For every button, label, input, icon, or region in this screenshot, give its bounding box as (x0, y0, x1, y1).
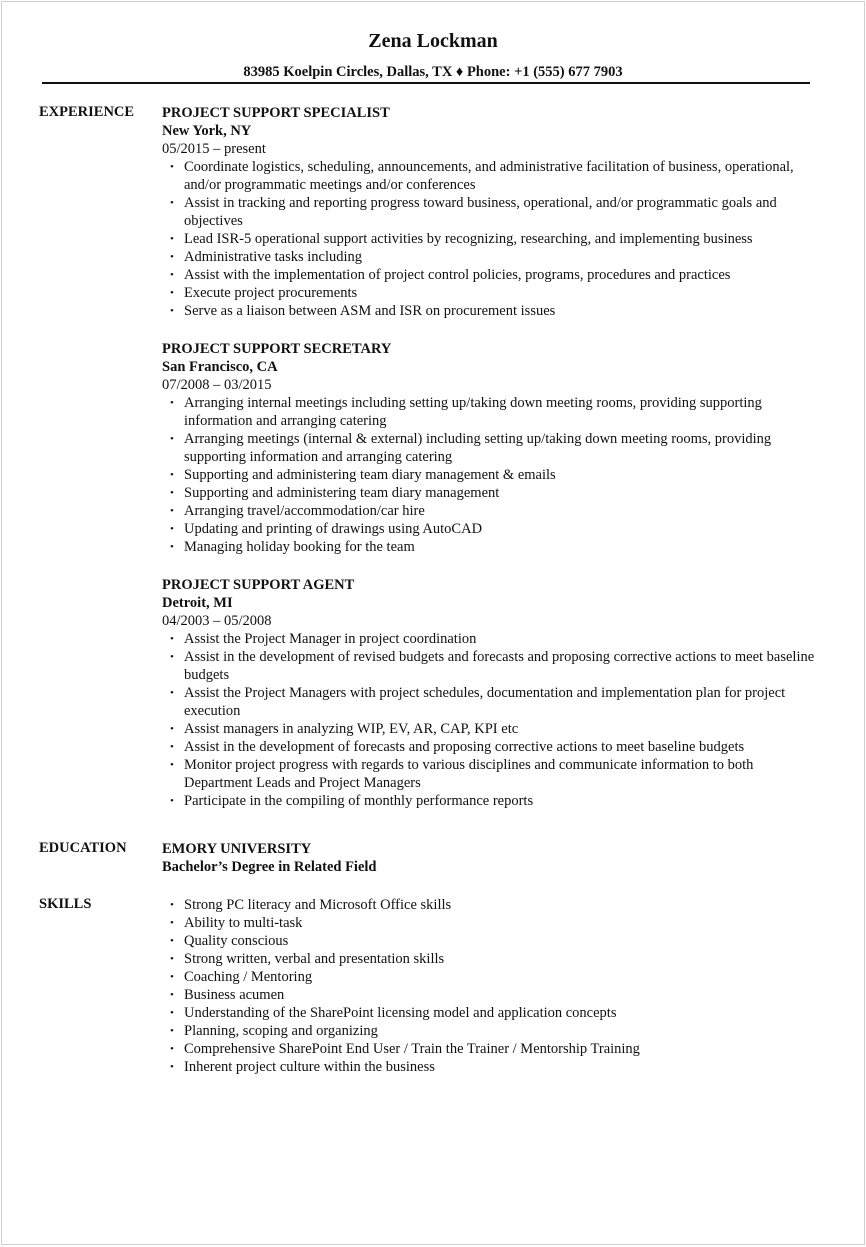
skill-text: Business acumen (184, 987, 285, 1003)
list-item-text: Serve as a liaison between ASM and ISR on procurement issues (184, 303, 556, 319)
bullet-icon: • (170, 505, 174, 517)
list-item-text: Participate in the compiling of monthly performance reports (184, 793, 534, 809)
bullet-icon: • (170, 1007, 174, 1019)
skill-text: Understanding of the SharePoint licensing model and application concepts (184, 1005, 617, 1021)
bullet-icon: • (170, 469, 174, 481)
list-item-text: Managing holiday booking for the team (184, 539, 415, 555)
job-location: San Francisco, CA (162, 359, 278, 375)
list-item (162, 394, 822, 430)
bullet-icon: • (170, 741, 174, 753)
bullet-icon: • (170, 899, 174, 911)
skill-text: Quality conscious (184, 933, 289, 949)
list-item (162, 756, 822, 792)
job-duties-list (162, 394, 822, 556)
bullet-icon: • (170, 759, 174, 771)
list-item-text: Assist with the implementation of project control policies, programs, procedures and practices (184, 267, 731, 283)
list-item (162, 284, 822, 302)
job-duties-list (162, 158, 822, 320)
list-item (162, 720, 822, 738)
list-item (162, 194, 822, 230)
list-item-text: Arranging travel/accommodation/car hire (184, 503, 425, 519)
bullet-icon: • (170, 233, 174, 245)
list-item-text: Execute project procurements (184, 285, 358, 301)
job-title: PROJECT SUPPORT SECRETARY (162, 341, 392, 357)
list-item (162, 792, 822, 810)
resume-page (1, 1, 865, 1245)
list-item (162, 914, 822, 932)
list-item-text: Arranging meetings (internal & external) including setting up/taking down meeting rooms, providing supporting information and arranging catering (184, 431, 772, 465)
bullet-icon: • (170, 433, 174, 445)
bullet-icon: • (170, 1025, 174, 1037)
list-item-text: Assist the Project Manager in project coordination (184, 631, 477, 647)
list-item (162, 896, 822, 914)
skill-text: Comprehensive SharePoint End User / Train the Trainer / Mentorship Training (184, 1041, 640, 1057)
list-item (162, 684, 822, 720)
bullet-icon: • (170, 487, 174, 499)
list-item-text: Updating and printing of drawings using AutoCAD (184, 521, 483, 537)
skill-text: Inherent project culture within the business (184, 1059, 435, 1075)
education-heading: EDUCATION (39, 840, 127, 856)
list-item-text: Assist in the development of revised budgets and forecasts and proposing corrective actions to meet baseline budgets (184, 649, 815, 683)
list-item (162, 430, 822, 466)
list-item-text: Assist in the development of forecasts and proposing corrective actions to meet baseline budgets (184, 739, 745, 755)
job-dates: 05/2015 – present (162, 141, 266, 157)
bullet-icon: • (170, 287, 174, 299)
skill-text: Coaching / Mentoring (184, 969, 313, 985)
bullet-icon: • (170, 397, 174, 409)
job-entry (162, 104, 822, 320)
bullet-icon: • (170, 917, 174, 929)
list-item-text: Assist managers in analyzing WIP, EV, AR, CAP, KPI etc (184, 721, 519, 737)
list-item (162, 738, 822, 756)
bullet-icon: • (170, 971, 174, 983)
job-location: Detroit, MI (162, 595, 233, 611)
list-item-text: Coordinate logistics, scheduling, announcements, and administrative facilitation of business, operational, and/or programmatic meetings and/or conferences (184, 159, 794, 193)
skills-heading: SKILLS (39, 896, 92, 912)
list-item (162, 502, 822, 520)
list-item (162, 466, 822, 484)
bullet-icon: • (170, 633, 174, 645)
experience-heading: EXPERIENCE (39, 104, 135, 120)
list-item (162, 266, 822, 284)
job-entry (162, 340, 822, 556)
bullet-icon: • (170, 953, 174, 965)
bullet-icon: • (170, 305, 174, 317)
list-item (162, 158, 822, 194)
skills-entry (162, 896, 822, 1076)
job-location: New York, NY (162, 123, 252, 139)
list-item-text: Assist the Project Managers with project schedules, documentation and implementation plan for project execution (184, 685, 786, 719)
bullet-icon: • (170, 269, 174, 281)
bullet-icon: • (170, 935, 174, 947)
list-item (162, 986, 822, 1004)
bullet-icon: • (170, 251, 174, 263)
job-entry (162, 576, 822, 810)
list-item (162, 248, 822, 266)
list-item (162, 302, 822, 320)
list-item (162, 484, 822, 502)
list-item-text: Assist in tracking and reporting progress toward business, operational, and/or programmatic goals and objectives (184, 195, 777, 229)
header-divider (42, 82, 810, 84)
skill-text: Ability to multi-task (184, 915, 303, 931)
candidate-name: Zena Lockman (368, 30, 498, 52)
list-item-text: Monitor project progress with regards to various disciplines and communicate information to both Department Leads and Project Managers (184, 757, 754, 791)
bullet-icon: • (170, 197, 174, 209)
skills-list (162, 896, 822, 1076)
list-item-text: Supporting and administering team diary management (184, 485, 500, 501)
job-dates: 07/2008 – 03/2015 (162, 377, 272, 393)
list-item (162, 1058, 822, 1076)
bullet-icon: • (170, 523, 174, 535)
list-item (162, 648, 822, 684)
bullet-icon: • (170, 723, 174, 735)
bullet-icon: • (170, 1061, 174, 1073)
list-item (162, 1040, 822, 1058)
job-duties-list (162, 630, 822, 810)
education-degree: Bachelor’s Degree in Related Field (162, 859, 377, 875)
education-entry (162, 840, 822, 876)
bullet-icon: • (170, 161, 174, 173)
skill-text: Planning, scoping and organizing (184, 1023, 378, 1039)
list-item (162, 1022, 822, 1040)
list-item (162, 968, 822, 986)
list-item (162, 1004, 822, 1022)
list-item (162, 520, 822, 538)
skill-text: Strong written, verbal and presentation skills (184, 951, 445, 967)
list-item-text: Supporting and administering team diary management & emails (184, 467, 556, 483)
list-item (162, 230, 822, 248)
list-item (162, 630, 822, 648)
list-item (162, 950, 822, 968)
list-item-text: Administrative tasks including (184, 249, 363, 265)
bullet-icon: • (170, 651, 174, 663)
job-dates: 04/2003 – 05/2008 (162, 613, 272, 629)
list-item-text: Arranging internal meetings including setting up/taking down meeting rooms, providing supporting information and arranging catering (184, 395, 762, 429)
list-item (162, 538, 822, 556)
list-item-text: Lead ISR-5 operational support activities by recognizing, researching, and implementing business (184, 231, 753, 247)
job-title: PROJECT SUPPORT AGENT (162, 577, 355, 593)
contact-line: 83985 Koelpin Circles, Dallas, TX ♦ Phone: +1 (555) 677 7903 (243, 64, 623, 80)
bullet-icon: • (170, 1043, 174, 1055)
bullet-icon: • (170, 795, 174, 807)
job-title: PROJECT SUPPORT SPECIALIST (162, 105, 390, 121)
bullet-icon: • (170, 541, 174, 553)
education-school: EMORY UNIVERSITY (162, 841, 312, 857)
experience-list (162, 104, 822, 830)
bullet-icon: • (170, 989, 174, 1001)
skill-text: Strong PC literacy and Microsoft Office skills (184, 897, 452, 913)
bullet-icon: • (170, 687, 174, 699)
list-item (162, 932, 822, 950)
